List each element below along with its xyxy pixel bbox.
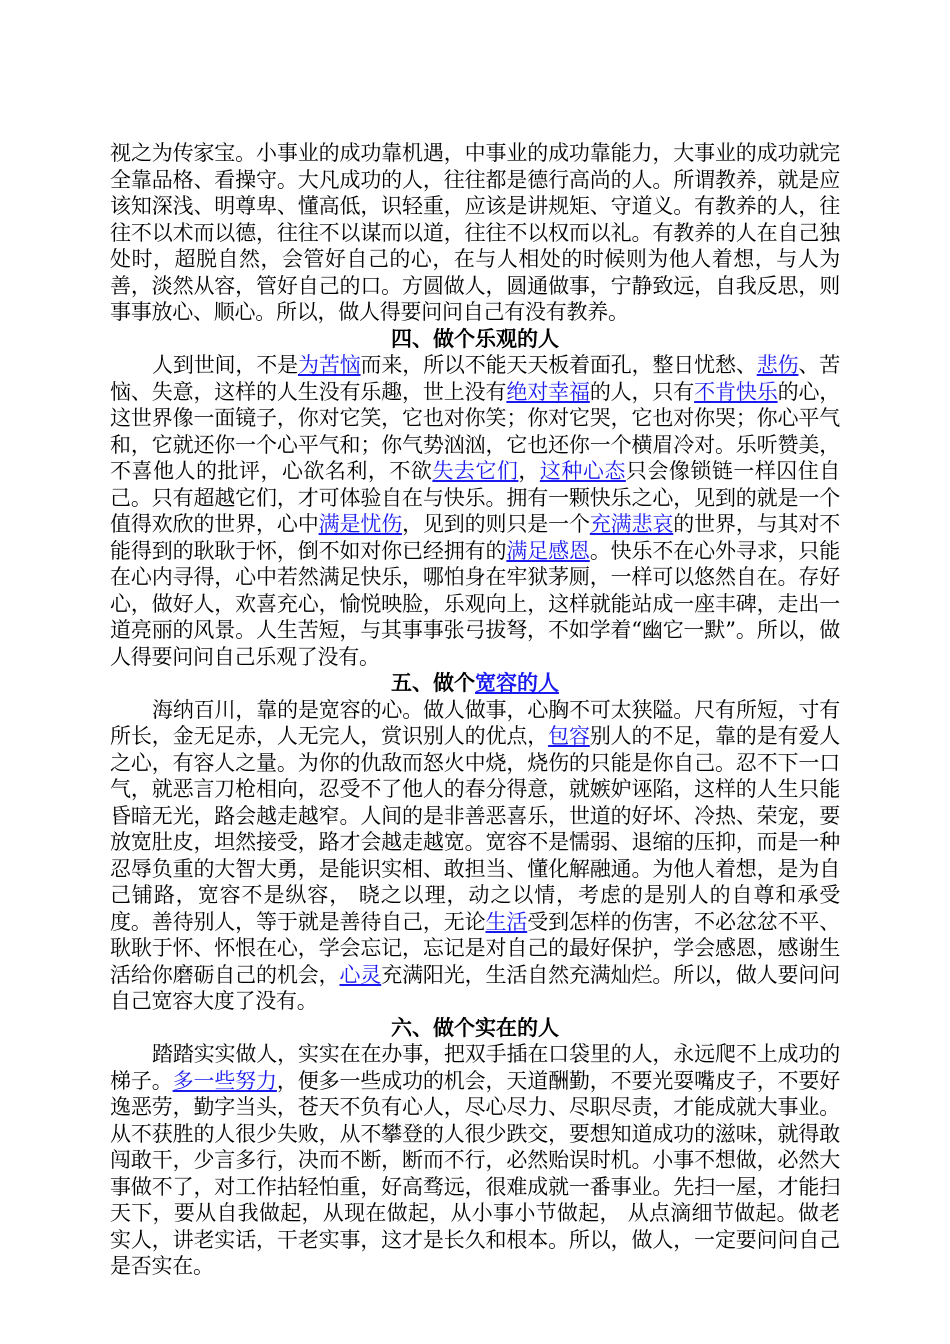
paragraph-text: 、苦恼、失意，这样的人生没有乐趣，世上没有 xyxy=(110,353,841,404)
paragraph-text: 别人的不足，靠的是有爱人之心，有容人之量。为你的仇敌而怒火中烧，烧伤的只能是你自己。忍不下一口气，就恶言刀枪相向，忍受不了他人的春分得意，就嫉妒诬陷，这样的人生只能昏暗无光，路会越走越窄。人间的是非善恶喜乐，世道的好坏、冷热、荣宠，要放宽肚皮，坦然接受，路才会越走越宽。宽容不是懦弱、退缩的压抑，而是一种忍辱负重的大智大勇，是能识实相、敢担当、懂化解融通。为他人着想，是为自己铺路，宽容不是纵容， 晓之以理，动之以情，考虑的是别人的自尊和承受度。善待别人，等于就是善待自己，无论 xyxy=(110,724,841,934)
paragraph-text: ，见到的则只是一个 xyxy=(402,512,590,536)
paragraph-text: 受到怎样的伤害，不必忿忿不平、耿耿于怀、怀恨在心，学会忘记，忘记是对自己的最好保护，学会感恩，感谢生活给你磨砺自己的机会， xyxy=(110,909,841,987)
section6-paragraph xyxy=(110,1041,840,1280)
section5-paragraph xyxy=(110,697,840,1015)
paragraph-text: 。快乐不在心外寻求，只能在心内寻得，心中若然满足快乐，哪怕身在牢狱茅厕，一样可以悠然自在。存好心，做好人，欢喜充心，愉悦映脸，乐观向上，这样就能站成一座丰碑，走出一道亮丽的风景。人生苦短，与其事事张弓拔弩，不如学着“幽它一默”。所以，做人得要问问自己乐观了没有。 xyxy=(110,538,841,669)
link-shi-qu-ta-men[interactable]: 失去它们 xyxy=(432,459,519,483)
paragraph-text: 海纳百川，靠的是宽容的心。做人做事，心胸不可太狭隘。尺有所短，寸有所长，金无足赤，人无完人，赏识别人的优点， xyxy=(110,697,840,748)
link-wei-ku-nao[interactable]: 为苦恼 xyxy=(297,353,361,377)
link-man-zu-gan-en[interactable]: 满足感恩 xyxy=(506,538,590,563)
link-duo-yi-xie-nu-li[interactable]: 多一些努力 xyxy=(172,1068,277,1093)
paragraph-text: ，便多一些成功的机会，天道酬勤，不要光耍嘴皮子，不要好逸恶劳，勤字当头，苍天不负有心人，尽心尽力、尽职尽责，才能成就大事业。从不获胜的人很少失败，从不攀登的人很少跌交，要想知道成功的滋味，就得敢闯敢干，少言多行，决而不断，断而不行，必然贻误时机。小事不想做，必然大事做不了，对工作拈轻怕重，好高骛远，很难成就一番事业。先扫一屋，才能扫天下，要从自我做起，从现在做起，从小事小节做起， 从点滴细节做起。做老实人，讲老实话，干老实事，这才是长久和根本。所以，做人，一定要问问自己是否实在。 xyxy=(110,1068,841,1278)
paragraph-text: ， xyxy=(518,459,540,483)
link-bu-ken-kuai-le[interactable]: 不肯快乐 xyxy=(694,379,778,404)
paragraph-text: 的心，这世界像一面镜子，你对它笑，它也对你笑；你对它哭，它也对你哭；你心平气和，它就还你一个心平气和；你气势汹汹，它也还你一个横眉冷对。乐听赞美，不喜他人的批评，心欲名利，不欲 xyxy=(110,379,841,483)
paragraph-text: 的人，只有 xyxy=(589,379,695,404)
link-bei-shang[interactable]: 悲伤 xyxy=(756,353,799,377)
paragraph-text: 的世界，与其对不能得到的耿耿于怀，倒不如对你已经拥有的 xyxy=(110,512,841,563)
link-sheng-huo[interactable]: 生活 xyxy=(485,909,528,934)
link-chong-man-bei-ai[interactable]: 充满悲哀 xyxy=(589,512,674,536)
paragraph-text: 充满阳光，生活自然充满灿烂。所以，做人要问问自己宽容大度了没有。 xyxy=(110,962,841,1013)
link-bao-rong[interactable]: 包容 xyxy=(548,724,590,748)
paragraph-text: 踏踏实实做人，实实在在办事，把双手插在口袋里的人，永远爬不上成功的梯子。 xyxy=(110,1042,840,1093)
section4-heading: 四、做个乐观的人 xyxy=(391,325,559,351)
document-page xyxy=(110,140,840,1280)
link-xin-ling[interactable]: 心灵 xyxy=(339,962,382,987)
paragraph-text: 人到世间，不是 xyxy=(152,353,298,377)
section4-paragraph xyxy=(110,352,840,670)
section3-text: 视之为传家宝。小事业的成功靠机遇，中事业的成功靠能力，大事业的成功就完全靠品格、看操守。大凡成功的人，往往都是德行高尚的人。所谓教养，就是应该知深浅、明尊卑、懂高低，识轻重，应该是讲规矩、守道义。有教养的人，往往不以术而以德，往往不以谋而以道，往往不以权而以礼。有教养的人在自己独处时，超脱自然，会管好自己的心，在与人相处的时候则为他人着想，与人为善，淡然从容，管好自己的口。方圆做人，圆通做事，宁静致远，自我反思，则事事放心、顺心。所以，做人得要问问自己有没有教养。 xyxy=(110,141,840,324)
link-zhe-zhong-xin-tai[interactable]: 这种心态 xyxy=(539,459,626,483)
section6-heading: 六、做个实在的人 xyxy=(391,1014,559,1040)
section5-heading xyxy=(110,670,840,697)
section3-tail-paragraph xyxy=(110,140,840,326)
link-kuan-rong-de-ren[interactable]: 宽容的人 xyxy=(475,670,559,695)
paragraph-text: 而来，所以不能天天板着面孔，整日忧愁、 xyxy=(360,353,757,377)
section5-heading-prefix: 五、做个 xyxy=(391,670,475,695)
paragraph-text: 只会像锁链一样囚住自己。只有超越它们，才可体验自在与快乐。拥有一颗快乐之心，见到的就是一个值得欢欣的世界，心中 xyxy=(110,459,841,536)
link-jue-dui-xing-fu[interactable]: 绝对幸福 xyxy=(506,379,590,404)
link-man-shi-you-shang[interactable]: 满是忧伤 xyxy=(318,512,403,536)
